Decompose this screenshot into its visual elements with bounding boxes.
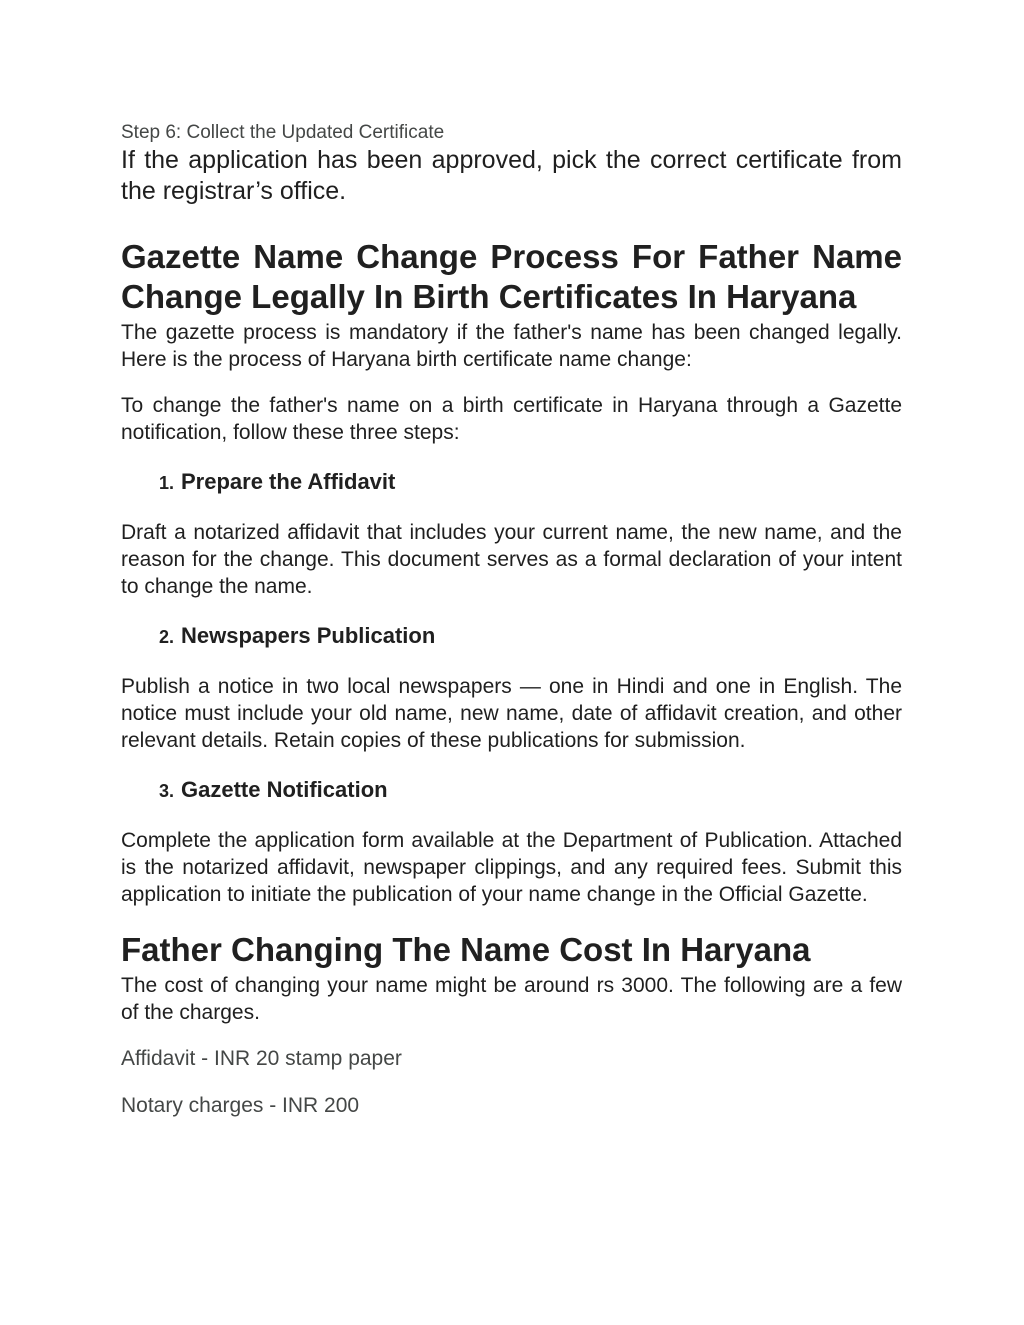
cost-item-notary: Notary charges - INR 200 [121,1094,360,1117]
list-number: 1. [158,473,174,493]
step6-heading: Step 6: Collect the Updated Certificate [121,122,445,143]
cost-intro: The cost of changing your name might be around rs 3000. The following are a few of the charges. [121,974,902,1024]
step6-text: If the application has been approved, pick the correct certificate from the registrar’s office. [121,146,902,205]
list-number: 2. [158,627,174,647]
affidavit-description: Draft a notarized affidavit that includes your current name, the new name, and the reason for the change. This document serves as a formal declaration of your intent to change the name. [121,521,902,598]
list-item-newspapers [121,622,902,651]
list-item-title: Gazette Notification [181,777,388,802]
list-item-gazette-notification [121,776,902,805]
list-item-affidavit [121,468,902,497]
list-item-title: Prepare the Affidavit [181,469,396,494]
document-page [121,121,902,1119]
gazette-section-heading: Gazette Name Change Process For Father Name Change Legally In Birth Certificates In Haryana [121,238,902,315]
list-number: 3. [158,781,174,801]
gazette-steps-intro: To change the father's name on a birth certificate in Haryana through a Gazette notification, follow these three steps: [121,394,902,444]
list-item-title: Newspapers Publication [181,623,436,648]
cost-section-heading: Father Changing The Name Cost In Haryana [121,931,811,968]
newspapers-description: Publish a notice in two local newspapers — one in Hindi and one in English. The notice must include your old name, new name, date of affidavit creation, and other relevant details. Retain copies of these publications for submission. [121,675,902,752]
gazette-notification-description: Complete the application form available at the Department of Publication. Attached is the notarized affidavit, newspaper clippings, and any required fees. Submit this application to initiate the publication of your name change in the Official Gazette. [121,829,902,906]
cost-item-affidavit: Affidavit - INR 20 stamp paper [121,1047,402,1070]
gazette-intro: The gazette process is mandatory if the father's name has been changed legally. Here is the process of Haryana birth certificate name change: [121,321,902,371]
